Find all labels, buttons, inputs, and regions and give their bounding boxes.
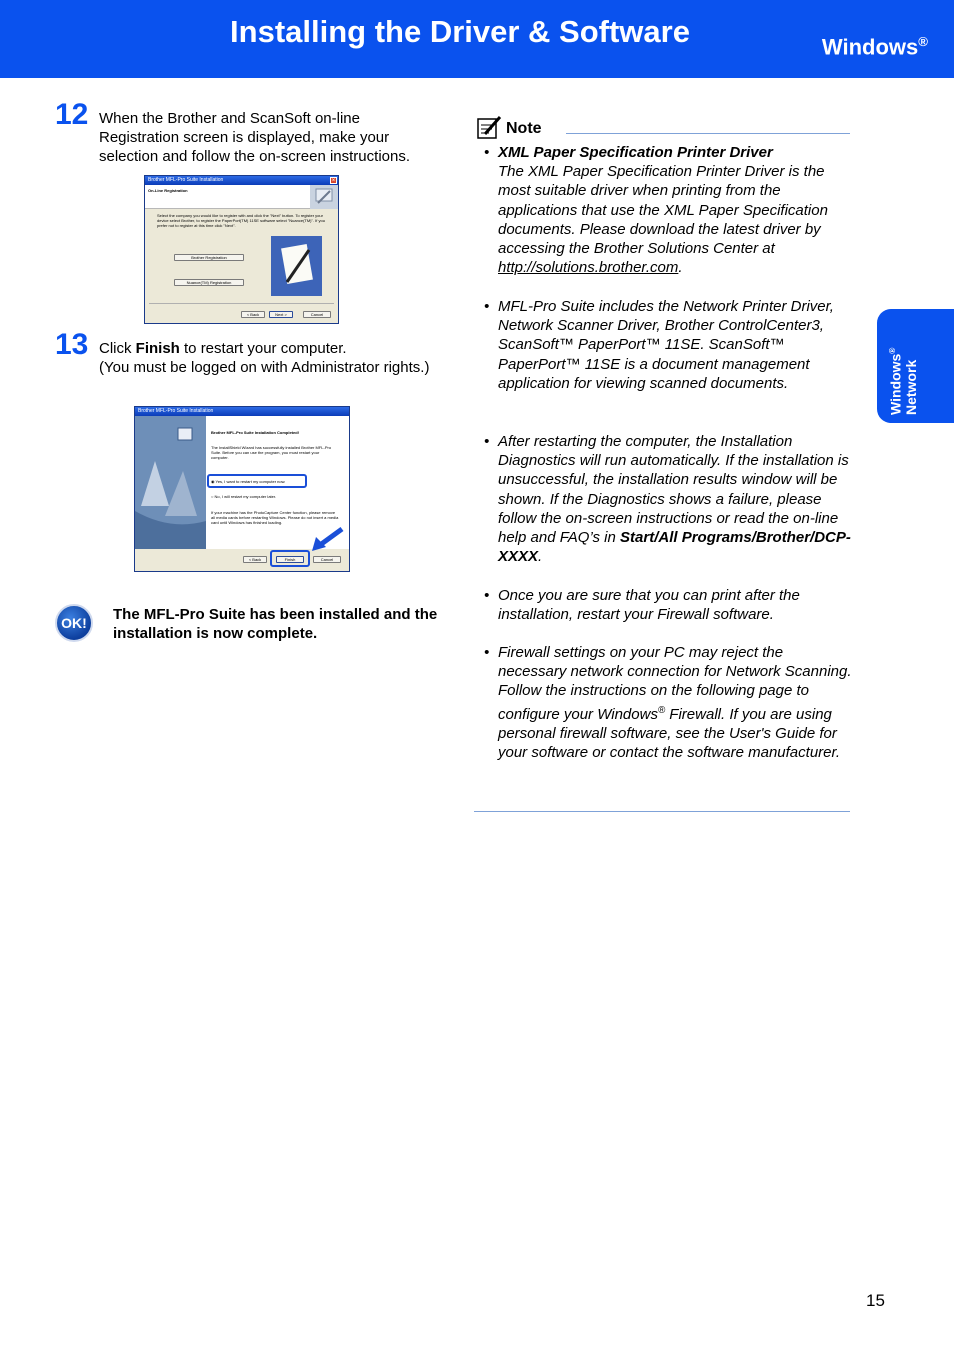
screenshot-titlebar: Brother MFL-Pro Suite Installation [135, 407, 349, 416]
note-pencil-icon [477, 115, 503, 139]
screenshot-heading: On-Line Registration [148, 188, 188, 193]
step-13-number: 13 [55, 328, 89, 361]
note-bullet-diagnostics: After restarting the computer, the Installation Diagnostics will run automatically. If the installation is unsuccessful, the installation results window will be shown. If the Diagnostics shows a failure, please follow the on-screen instructions or read the on-line help and FAQ’s in Start/All Programs/Brother/DCP-XXXX. [498, 433, 851, 566]
separator [149, 303, 334, 304]
screenshot-body: The InstallShield Wizard has successfully installed Brother MFL-Pro Suite. Before you can use the program, you must restart your computer. [211, 445, 332, 460]
bullet-marker: • [484, 433, 490, 450]
next-button[interactable]: Next > [269, 311, 293, 318]
restart-now-option[interactable]: ◉ Yes, I want to restart my computer now. [211, 479, 286, 484]
restart-later-option[interactable]: ○ No, I will restart my computer later. [211, 494, 277, 499]
registration-screenshot [144, 175, 339, 324]
screenshot-titlebar: Brother MFL-Pro Suite Installation × [145, 176, 338, 185]
note-bullet-firewall-settings: Firewall settings on your PC may reject the necessary network connection for Network Scanning. Follow the instructions on the following page to configure your Windows® Firewall. If you are using personal firewall software, see the User's Guide for your software or contact the software manufacturer. [498, 644, 852, 762]
page-number: 15 [866, 1291, 885, 1310]
note-bullet-suite-contents: MFL-Pro Suite includes the Network Printer Driver, Network Scanner Driver, Brother ControlCenter3, ScanSoft™ PaperPort™ 11SE. ScanSoft™ PaperPort™ 11SE is a document management application for viewing scanned documents. [498, 298, 834, 392]
bullet-marker: • [484, 298, 490, 315]
ok-badge-icon: OK! [55, 604, 93, 642]
finish-screenshot [134, 406, 350, 572]
bullet-marker: • [484, 144, 490, 161]
screenshot-heading: Brother MFL-Pro Suite Installation Completed! [211, 430, 300, 435]
note-divider-bottom [474, 811, 850, 812]
completion-message: The MFL-Pro Suite has been installed and the installation is now complete. [113, 606, 438, 642]
bullet-marker: • [484, 587, 490, 604]
screenshot-body: Select the company you would like to register with and click the "Next" button. To register your device select Brother, to register the PaperPort(TM) 11SE software select "Nuance(TM)". If you prefer not to register at this time click "Next". [157, 213, 325, 228]
page-title: Installing the Driver & Software [230, 14, 690, 49]
note-divider-top [566, 133, 850, 134]
close-icon: × [331, 178, 336, 184]
side-tab-windows-network [877, 309, 954, 423]
pen-and-paper-icon [271, 236, 322, 296]
screenshot-banner [145, 185, 338, 209]
step-12-text: When the Brother and ScanSoft on-line Registration screen is displayed, make your selection and follow the on-screen instructions. [99, 110, 411, 165]
os-label: Windows® [821, 34, 928, 60]
brother-registration-button[interactable]: Brother Registration [174, 254, 244, 261]
page-header [0, 0, 954, 78]
back-button[interactable]: < Back [241, 311, 265, 318]
step-12-number: 12 [55, 98, 89, 131]
cancel-button[interactable]: Cancel [313, 556, 341, 563]
solutions-center-link[interactable]: http://solutions.brother.com [498, 259, 679, 277]
back-button[interactable]: < Back [243, 556, 267, 563]
note-bullet-xml-driver: XML Paper Specification Printer Driver The XML Paper Specification Printer Driver is the most suitable driver when printing from the applications that use the XML Paper Specification documents. Please download the latest driver by accessing the Brother Solutions Center at http://solutions.brother.com. [498, 144, 828, 277]
note-label: Note [506, 120, 542, 137]
side-tab-label: Windows® Network [887, 347, 919, 415]
cancel-button[interactable]: Cancel [303, 311, 331, 318]
wizard-graphic-icon [135, 416, 206, 549]
computer-graphic-icon [310, 185, 338, 209]
nuance-registration-button[interactable]: Nuance(TM) Registration [174, 279, 244, 286]
step-13-text: Click Finish to restart your computer. (You must be logged on with Administrator rights.) [99, 340, 430, 376]
arrow-icon [310, 525, 346, 553]
finish-button[interactable]: Finish [276, 556, 304, 563]
screenshot-footer: If your machine has the PhotoCapture Center function, please remove all media cards before restarting Windows. Please do not insert a media card until Windows has finished loading. [211, 510, 339, 525]
note-bullet-firewall-restart: Once you are sure that you can print after the installation, restart your Firewall software. [498, 587, 800, 624]
bullet-marker: • [484, 644, 490, 661]
